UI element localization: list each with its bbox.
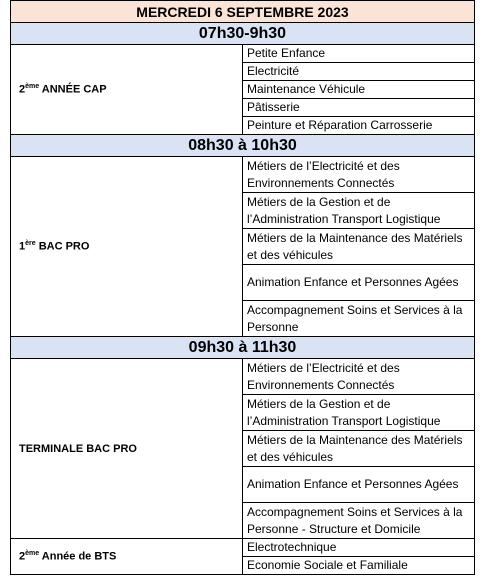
- training-cell: Economie Sociale et Familiale: [243, 557, 475, 575]
- training-cell: Métiers de la Gestion et de l’Administration Transport Logistique: [243, 395, 475, 431]
- schedule-table: [10, 0, 475, 575]
- level-sup: ère: [25, 240, 36, 248]
- level-prefix: 2: [19, 550, 26, 563]
- level-suffix: BAC PRO: [35, 240, 90, 253]
- table-row: [11, 45, 475, 63]
- time-slot: 09h30 à 11h30: [11, 337, 475, 359]
- training-cell: Maintenance Véhicule: [243, 81, 475, 99]
- training-cell: Electrotechnique: [243, 539, 475, 557]
- date-title: MERCREDI 6 SEPTEMBRE 2023: [11, 1, 475, 23]
- level-sup: ème: [25, 83, 40, 91]
- training-cell: Animation Enfance et Personnes Agées: [243, 265, 475, 301]
- training-cell: Métiers de la Maintenance des Matériels et des véhicules: [243, 229, 475, 265]
- level-cell: [11, 157, 243, 337]
- training-cell: Métiers de l’Electricité et des Environnements Connectés: [243, 359, 475, 395]
- time-slot-row: [11, 135, 475, 157]
- table-row: [11, 157, 475, 193]
- time-slot: 08h30 à 10h30: [11, 135, 475, 157]
- level-cell: [11, 45, 243, 135]
- title-row: [11, 1, 475, 23]
- training-cell: Accompagnement Soins et Services à la Personne - Structure et Domicile: [243, 503, 475, 539]
- level-sup: ème: [25, 550, 40, 558]
- level-cell: [11, 539, 243, 575]
- level-suffix: ANNÉE CAP: [39, 83, 107, 96]
- training-cell: Petite Enfance: [243, 45, 475, 63]
- training-cell: Peinture et Réparation Carrosserie: [243, 117, 475, 135]
- time-slot: 07h30-9h30: [11, 23, 475, 45]
- level-prefix: 2: [19, 83, 26, 96]
- time-slot-row: [11, 337, 475, 359]
- training-cell: Métiers de la Gestion et de l’Administration Transport Logistique: [243, 193, 475, 229]
- level-prefix: 1: [19, 240, 26, 253]
- training-cell: Electricité: [243, 63, 475, 81]
- training-cell: Métiers de l’Electricité et des Environnements Connectés: [243, 157, 475, 193]
- training-cell: Animation Enfance et Personnes Agées: [243, 467, 475, 503]
- level-suffix: Année de BTS: [39, 550, 117, 563]
- training-cell: Accompagnement Soins et Services à la Personne: [243, 301, 475, 337]
- time-slot-row: [11, 23, 475, 45]
- table-row: [11, 359, 475, 395]
- training-cell: Métiers de la Maintenance des Matériels et des véhicules: [243, 431, 475, 467]
- level-cell: [11, 359, 243, 539]
- schedule-sheet: [10, 0, 474, 575]
- training-cell: Pâtisserie: [243, 99, 475, 117]
- level-prefix: TERMINALE BAC PRO: [19, 442, 137, 455]
- table-row: [11, 539, 475, 557]
